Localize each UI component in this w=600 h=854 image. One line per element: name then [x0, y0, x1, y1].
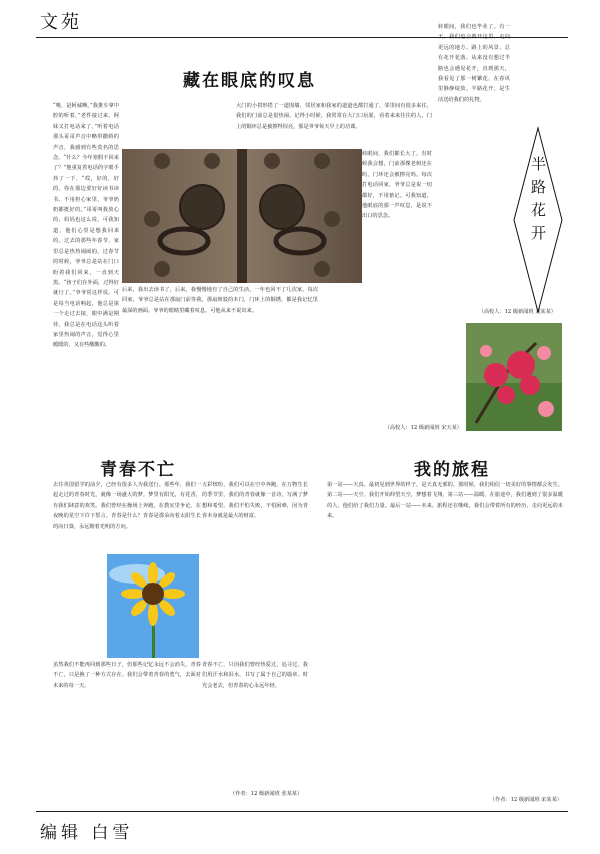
article-title-youth: 青春不亡: [100, 460, 176, 480]
article-body-youth-col2b: 青春不亡，只因我们曾经热爱过、追寻过。我们用汗水和泪水，书写了属于自己的篇章。时光会老去，但青春的心永远年轻。: [202, 662, 308, 689]
article-body-youth-col1b: 虽然我们不能再回到那些日子，但那些记忆永远不会消失。青春不亡，只是换了一种方式存在。我们会带着青春的勇气，去面对未来的每一天。: [53, 662, 201, 689]
article-signature-youth: （作者：12 级新闻班 张某某）: [230, 791, 303, 797]
article-body-col2-top: 大门的小拱形搭了一道围墙，邻居家和我家的道道也都打通了，邻里间有很多来往，我们的门前总是很热闹。记得小时候，我常常在大门口玩耍，看着来来往往的人。门上的铜环总是被擦得锃亮，那是爷爷每天早上的功课。: [236, 103, 432, 130]
article-body-col2-mid: 后来，我出去读书了，后来，我慢慢地有了自己的生活，一年也回不了几次家。每次回家，爷爷总是站在那扇门前等我。那扇斑驳的木门，门环上的铜锈，都是我记忆里最深的画面。爷爷的眼睛里藏着叹息，可他从来不说出来。: [122, 287, 318, 314]
article-signature-journey: （作者：12 级新闻班 宋某某）: [489, 797, 562, 803]
door-photo: [122, 149, 362, 283]
sidebar-signature: （高校人：12 级新闻班 刘某某）: [478, 309, 556, 315]
article-title-journey: 我的旅程: [414, 460, 490, 480]
sunflower-photo: [107, 554, 199, 658]
article-body-journey: 第一站——天真。最初见到世界的样子，是天真无邪的。那时候，我们相信一切美好的事情都会发生。第二站——天空。我们开始仰望天空，梦想着飞翔。第三站——温暖。在旅途中，我们遇到了很多温暖的人，他们给了我们力量。最后一站——未来。旅程还在继续，我们会带着所有的经历，走向更远的未来。: [327, 482, 563, 520]
article-body-col3: 转眼间，我们都长大了。有时候我会想，门前那棵老树还在吗，门环还会被擦亮吗。每次打电话回家，爷爷总是说一切都好，不用惦记。可我知道，他眼底的那一声叹息，是说不出口的思念。: [362, 151, 432, 220]
section-header: 文苑: [40, 12, 82, 33]
sidebar-title-text: 半路花开: [529, 156, 547, 248]
section-footer: 编辑 白雪: [40, 823, 134, 843]
sidebar-body-text: 转眼间，我们也毕业了。有一天，我们也会离开这里，走向更远的地方。路上的风景，总有花开花落。从来没有想过半路也会遇见花开，直到那天，我看见了那一树繁花，在春风里静静绽放。半路花开，是生活送给我们的礼物。: [438, 24, 510, 103]
article-title-hidden-sigh: 藏在眼底的叹息: [183, 71, 316, 91]
footer-rule: [36, 811, 568, 812]
sidebar-title: [512, 156, 564, 256]
article-signature-hidden-sigh: （高校人：12 级新闻班 宋天某）: [384, 425, 462, 431]
sidebar-title-diamond: [512, 126, 564, 314]
article-body-col1: “唯，是阿诚啊。”我推车拿中腔的听着，”老件接过来，阿妹又打电话来了。”听着电话那头哥哥声音中略带撒娇的声音，我感到有些莫名的思念。“什么？今年寒假不回来了？”他重复着电话的字眼手抖了一下，“哎，好的，好的。你在那边要好好读书读书。不用担心家里，爷爷奶奶都挺好的。”哥哥叫我放心的，妈妈也这么说，可我知道，他们心里是想我回来的。过去的那些年春节，家里总是热热闹闹的。过春节的时候，爷爷总是站在门口盼着我们回来，一直到天黑。“孩子们在外面，过得好就行了。”爷爷常这样说。可是每当电话响起，他总是第一个走过去接，眼中满是期待。我总是在电话这头听着家里热闹的声音，觉得心里暖暖的，又有些酸酸的。: [53, 103, 119, 349]
peach-blossom-photo: [466, 323, 562, 431]
article-body-youth-col2: 五彩缤纷，我们可以在空中奔跑，在万物生长的季节里，我们的青春就像一首诗，写满了梦想和希望。我们不怕失败，不怕困难，因为青春本身就是最大的财富。: [202, 482, 308, 520]
article-body-youth-col1: 去往英国留学的前夕，已经有很多人为我送行。那些年，我们一起走过的青春时光，就像一场盛大的梦。梦里有阳光，有花香，有我们肆意的欢笑。我们曾经在操场上奔跑，在教室里争论，在夜晚的星空下许下誓言。青春是什么？青春是那朵向着太阳生长的向日葵，永远朝着光明的方向。: [53, 482, 201, 530]
